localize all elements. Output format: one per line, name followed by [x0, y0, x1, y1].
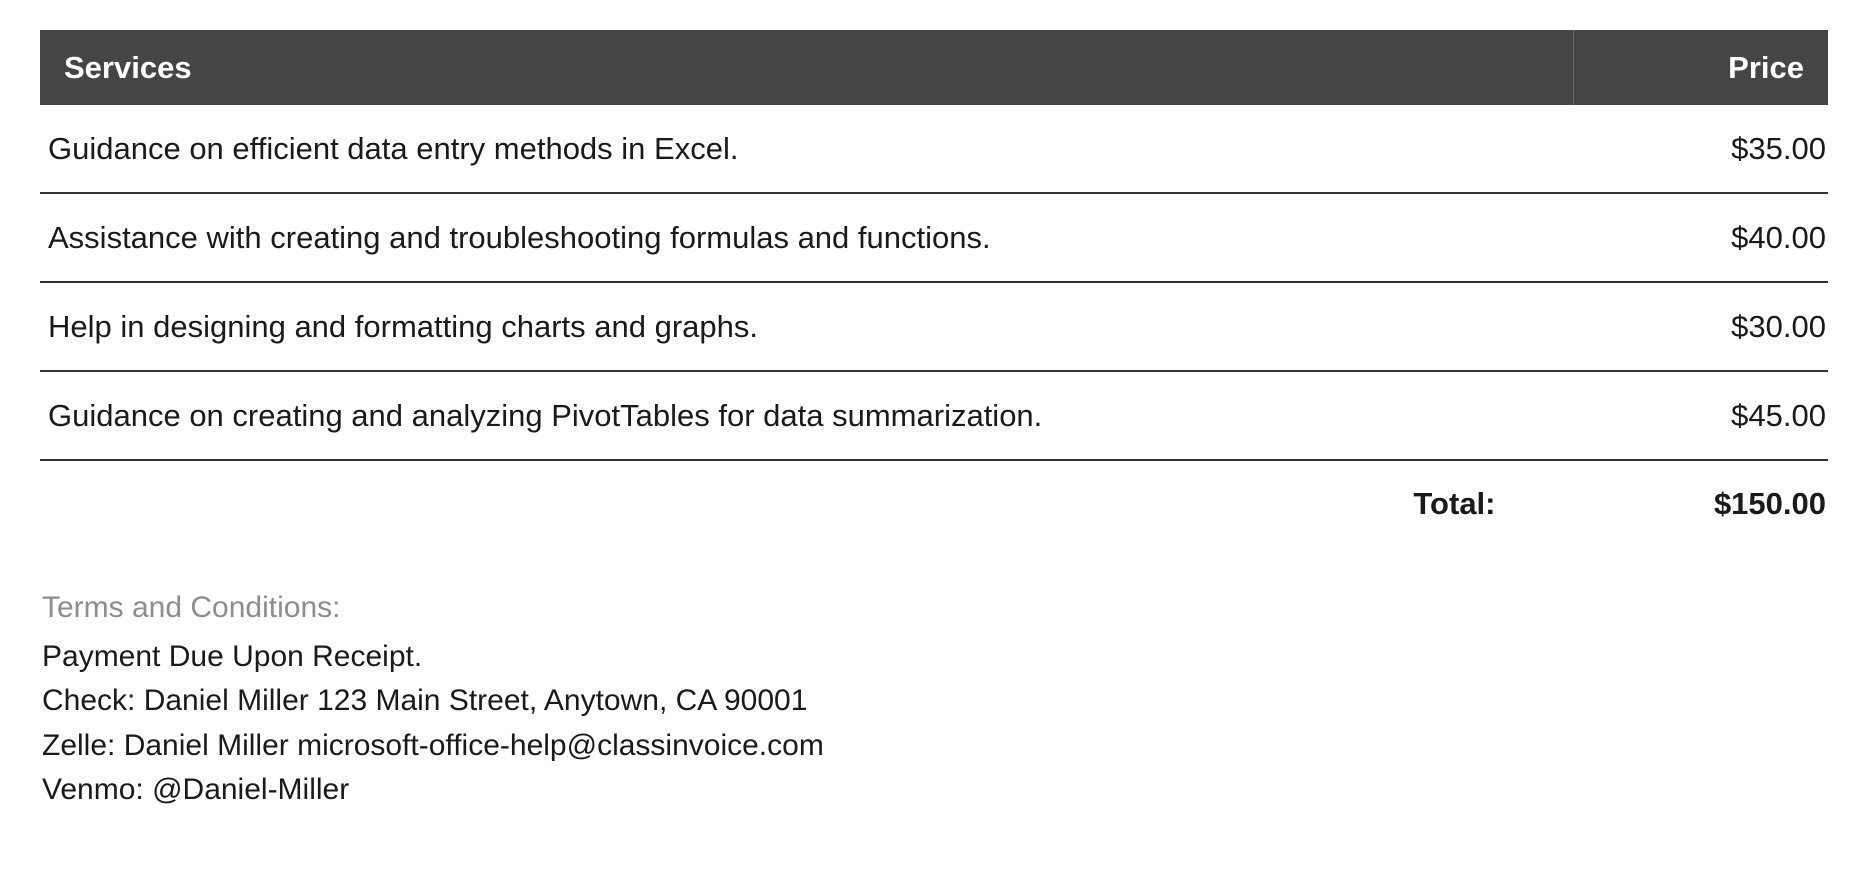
table-row — [40, 193, 1828, 282]
table-row — [40, 105, 1828, 193]
service-price: $40.00 — [1574, 193, 1829, 282]
table-header-row — [40, 30, 1828, 105]
terms-title: Terms and Conditions: — [42, 591, 341, 624]
total-value: $150.00 — [1713, 486, 1826, 521]
column-header-services: Services — [40, 30, 1574, 105]
service-description: Help in designing and formatting charts and graphs. — [40, 282, 1574, 371]
table-row — [40, 371, 1828, 460]
services-table-header — [40, 30, 1828, 105]
terms-line: Check: Daniel Miller 123 Main Street, Anytown, CA 90001 — [42, 684, 808, 718]
terms-line: Payment Due Upon Receipt. — [42, 640, 423, 673]
service-price: $30.00 — [1574, 282, 1829, 371]
table-row — [40, 282, 1828, 371]
service-description: Guidance on efficient data entry methods in Excel. — [40, 105, 1574, 193]
terms-line: Venmo: @Daniel-Miller — [42, 773, 350, 807]
service-description: Guidance on creating and analyzing PivotTables for data summarization. — [40, 371, 1574, 460]
service-description: Assistance with creating and troubleshooting formulas and functions. — [40, 193, 1574, 282]
total-row — [40, 460, 1828, 547]
column-header-price: Price — [1574, 30, 1829, 105]
terms-line: Zelle: Daniel Miller microsoft-office-help@classinvoice.com — [42, 728, 824, 762]
terms-and-conditions — [40, 591, 1828, 813]
service-price: $35.00 — [1574, 105, 1829, 193]
services-table-body — [40, 105, 1828, 547]
total-label: Total: — [1413, 486, 1496, 521]
service-price: $45.00 — [1574, 371, 1829, 460]
services-table — [40, 30, 1828, 547]
